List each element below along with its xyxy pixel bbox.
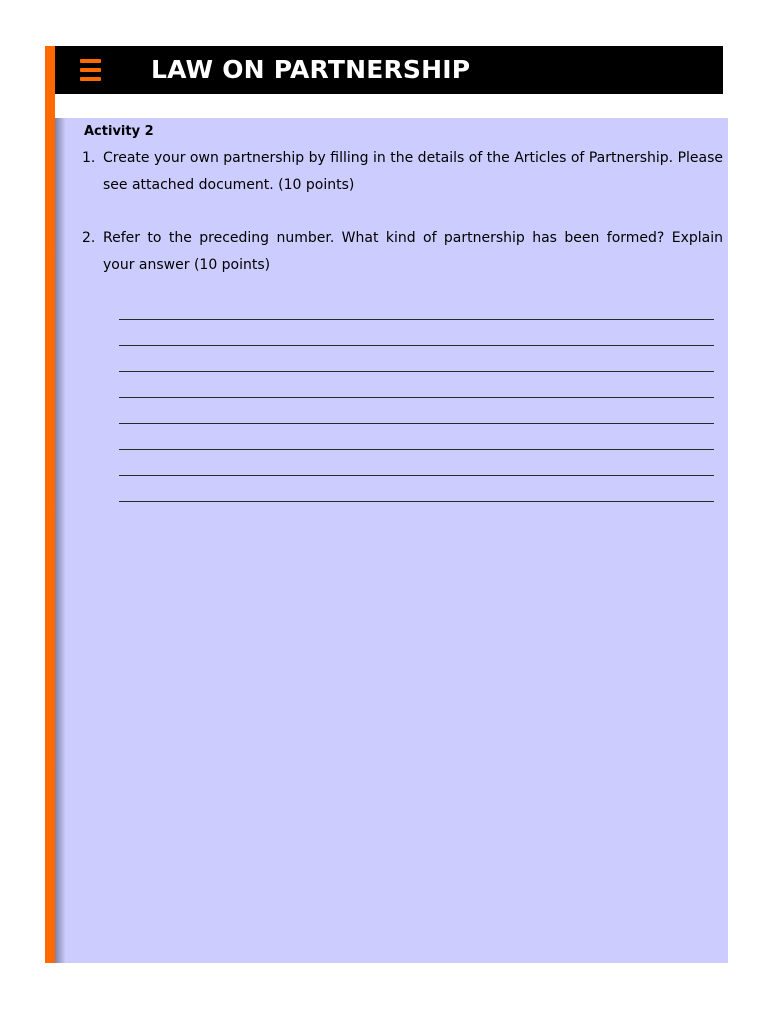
activity-item-2	[82, 225, 723, 279]
hamburger-menu-icon[interactable]	[80, 59, 101, 81]
activity-panel	[65, 118, 728, 963]
answer-line[interactable]	[119, 346, 714, 372]
answer-line[interactable]	[119, 372, 714, 398]
page-title: LAW ON PARTNERSHIP	[151, 55, 471, 84]
answer-line[interactable]	[119, 450, 714, 476]
answer-line[interactable]	[119, 320, 714, 346]
item-text: Refer to the preceding number. What kind of partnership has been formed? Explain your answer (10 points)	[103, 230, 723, 273]
answer-line[interactable]	[119, 294, 714, 320]
answer-lines	[119, 294, 714, 502]
left-accent-bar	[45, 46, 55, 963]
answer-line[interactable]	[119, 476, 714, 502]
activity-item-1	[82, 145, 723, 199]
header-bar	[55, 46, 723, 94]
answer-line[interactable]	[119, 398, 714, 424]
activity-heading: Activity 2	[84, 124, 154, 139]
item-text: Create your own partnership by filling in the details of the Articles of Partnership. Please see attached document. (10 points)	[103, 150, 723, 193]
answer-line[interactable]	[119, 424, 714, 450]
item-number: 1.	[82, 150, 96, 166]
item-number: 2.	[82, 230, 96, 246]
content-shadow-bar	[55, 118, 65, 963]
